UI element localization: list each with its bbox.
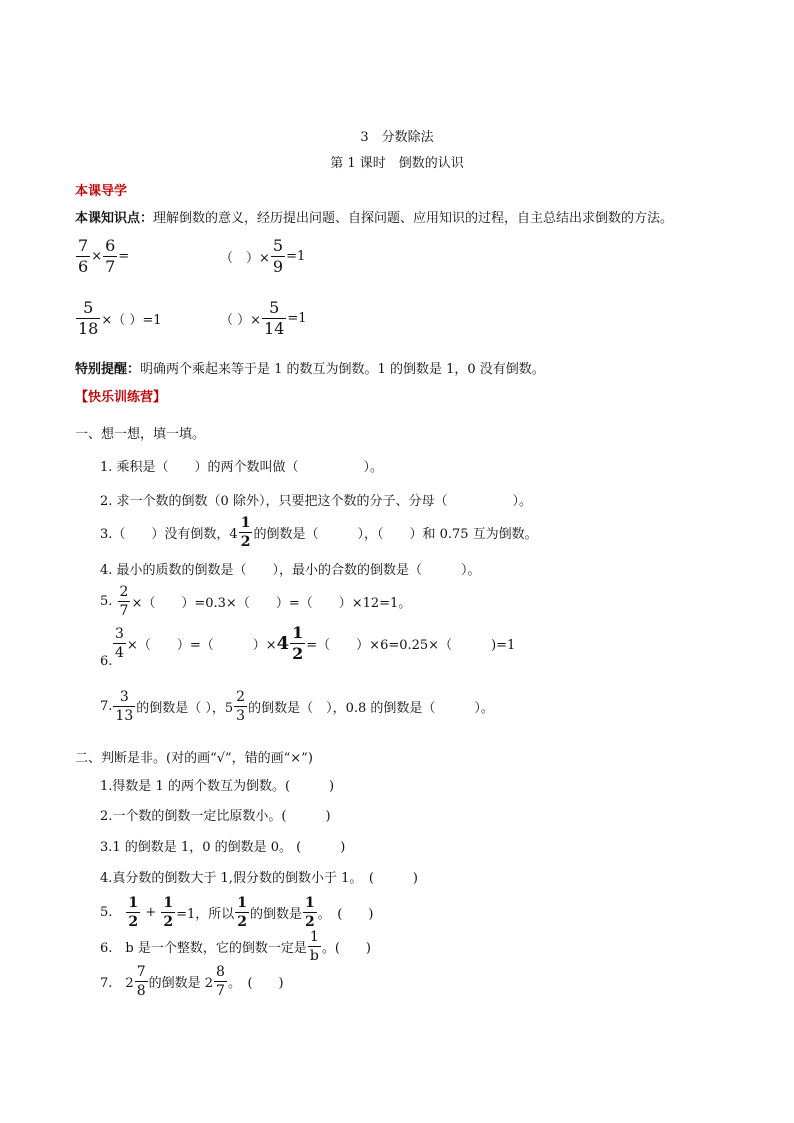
fraction: $\frac{1}{2}$	[240, 515, 251, 550]
knowledge-label: 本课知识点：	[75, 211, 154, 226]
judge-3: 3.1 的倒数是 1，0 的倒数是 0。 ( )	[100, 840, 346, 855]
fraction: $\frac{1}{2}$	[128, 895, 139, 930]
judge-6: 6. b 是一个整数，它的倒数一定是 $\frac{1}{b}$ 。( )	[100, 929, 371, 964]
practice-title: 【快乐训练营】	[75, 390, 167, 405]
reminder-label: 特别提醒：	[75, 362, 141, 377]
fraction: $\frac{5}{18}$	[78, 298, 99, 338]
fraction: $\frac{6}{7}$	[105, 236, 116, 276]
knowledge-line	[75, 207, 673, 226]
question-2: 2. 求一个数的倒数（0 除外），只要把这个数的分子、分母（ ）。	[100, 494, 532, 509]
fraction: $\frac{7}{8}$	[136, 964, 146, 999]
question-6: $\frac{3}{4}$ ×（ ）=（ ）×4 $\frac{1}{2}$ =（ ）×6=0.25×（ )=1	[115, 623, 516, 663]
judge-2: 2.一个数的倒数一定比原数小。( )	[100, 809, 331, 824]
reminder-line	[75, 358, 545, 377]
judge-5: 5. $\frac{1}{2}$ + $\frac{1}{2}$ =1，所以 $\frac{1}{2}$ 的倒数是 $\frac{1}{2}$ 。 ( )	[100, 895, 374, 930]
question-3: 3.（ ）没有倒数，4 $\frac{1}{2}$ 的倒数是（ ），（ ）和 0.75 互为倒数。	[100, 515, 538, 550]
example-2: （ ）× $\frac{5}{9}$ =1	[220, 236, 306, 276]
fraction: $\frac{3}{13}$	[115, 689, 134, 724]
fraction: $\frac{7}{6}$	[78, 236, 89, 276]
question-5: 5. $\frac{2}{7}$ ×（ ）=0.3×（ ）=（ ）×12=1。	[100, 584, 412, 619]
fraction: $\frac{5}{9}$	[272, 236, 284, 276]
judge-1: 1.得数是 1 的两个数互为倒数。( )	[100, 779, 335, 794]
section-1-heading: 一、想一想，填一填。	[75, 427, 206, 442]
fraction: $\frac{5}{14}$	[264, 298, 285, 338]
fraction: $\frac{1}{b}$	[309, 929, 319, 964]
reminder-text: 明确两个乘起来等于是 1 的数互为倒数。1 的倒数是 1，0 没有倒数。	[140, 362, 545, 377]
example-1: $\frac{7}{6}$ × $\frac{6}{7}$ =	[78, 236, 130, 276]
chapter-title: 3 分数除法	[360, 130, 434, 145]
judge-7: 7. 2 $\frac{7}{8}$ 的倒数是 2 $\frac{8}{7}$ 。 ( )	[100, 964, 284, 999]
question-7: 7. $\frac{3}{13}$ 的倒数是（ ），5 $\frac{2}{3}$ 的倒数是（ ），0.8 的倒数是（ ）。	[100, 689, 494, 724]
knowledge-text: 理解倒数的意义，经历提出问题、自探问题、应用知识的过程，自主总结出求倒数的方法。	[153, 211, 674, 226]
example-4: （ ）× $\frac{5}{14}$ =1	[220, 298, 307, 338]
question-1: 1. 乘积是（ ）的两个数叫做（ ）。	[100, 460, 384, 475]
guide-title: 本课导学	[75, 184, 128, 199]
section-2-heading: 二、判断是非。(对的画“√”，错的画“×”)	[75, 751, 313, 766]
example-3: $\frac{5}{18}$ ×（ ）=1	[78, 298, 162, 338]
fraction: $\frac{8}{7}$	[216, 964, 225, 999]
fraction: $\frac{2}{3}$	[236, 689, 246, 724]
lesson-title: 第 1 课时 倒数的认识	[330, 156, 464, 171]
fraction: $\frac{1}{2}$	[292, 623, 304, 663]
fraction: $\frac{1}{2}$	[237, 895, 248, 930]
fraction: $\frac{1}{2}$	[163, 895, 174, 930]
fraction: $\frac{3}{4}$	[115, 626, 124, 661]
question-6-label: 6.	[100, 654, 113, 669]
fraction: $\frac{2}{7}$	[119, 584, 129, 619]
fraction: $\frac{1}{2}$	[305, 895, 315, 930]
question-4: 4. 最小的质数的倒数是（ ），最小的合数的倒数是（ ）。	[100, 563, 481, 578]
judge-4: 4.真分数的倒数大于 1,假分数的倒数小于 1。 ( )	[100, 871, 418, 886]
